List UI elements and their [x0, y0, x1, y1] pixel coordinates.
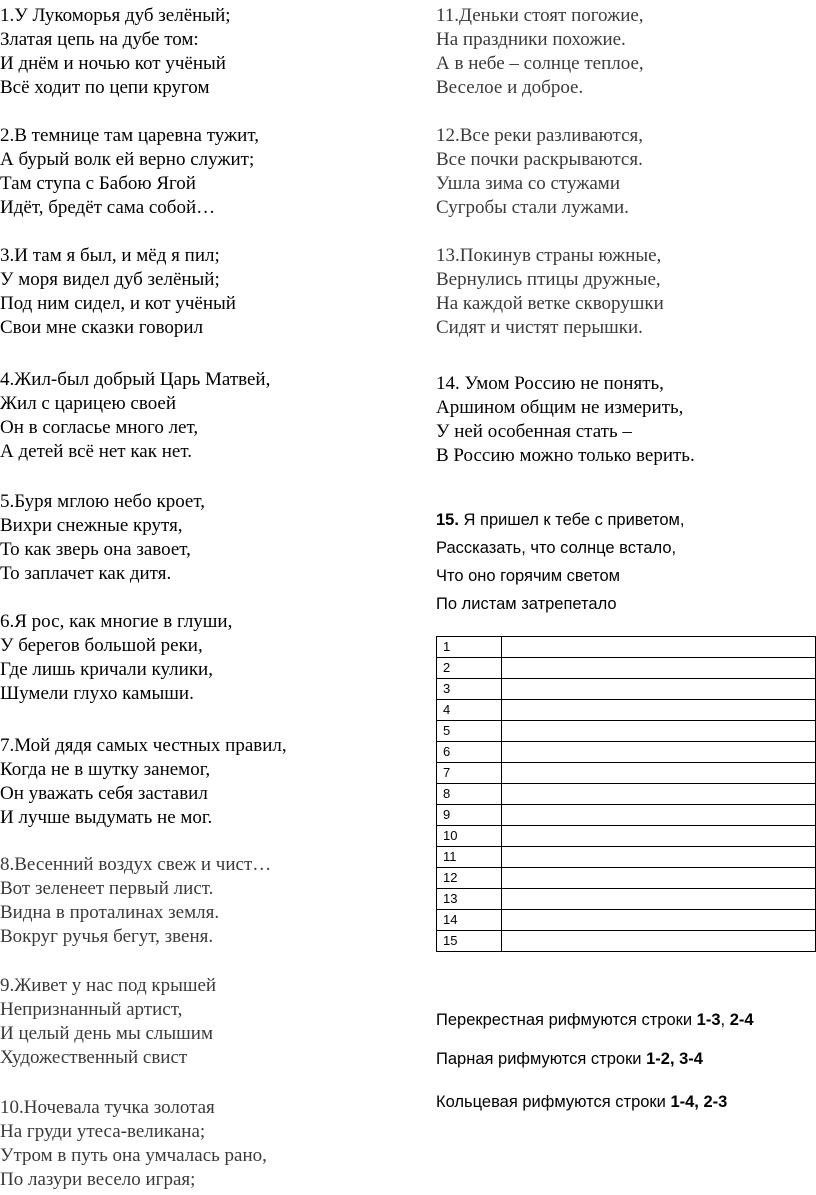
- poem-p9-line-1: 9.Живет у нас под крышей: [0, 975, 217, 996]
- poem-p5: [0, 490, 205, 586]
- table-row: [437, 805, 816, 826]
- poem-p5-line-4: То заплачет как дитя.: [0, 563, 172, 584]
- table-row: [437, 889, 816, 910]
- poem-p11-line-3: А в небе – солнце теплое,: [436, 53, 644, 74]
- poem-p10-line-1: 10.Ночевала тучка золотая: [0, 1097, 215, 1118]
- poem-p10-line-3: Утром в путь она умчалась рано,: [0, 1145, 267, 1166]
- answer-cell[interactable]: [501, 889, 815, 910]
- poem-p9-line-2: Непризнанный артист,: [0, 999, 183, 1020]
- poem-p3-line-3: Под ним сидел, и кот учёный: [0, 293, 236, 314]
- poem-p11: [436, 4, 644, 100]
- poem-p4: [0, 368, 270, 464]
- poem-15-line-3: Что оно горячим светом: [436, 567, 621, 585]
- row-number: 15: [437, 931, 502, 952]
- poem-p11-line-4: Веселое и доброе.: [436, 77, 584, 98]
- table-row: [437, 910, 816, 931]
- poem-p8-line-2: Вот зеленеет первый лист.: [0, 878, 214, 899]
- poem-p1-line-4: Всё ходит по цепи кругом: [0, 77, 210, 98]
- poem-15: [436, 511, 684, 623]
- answer-cell[interactable]: [501, 910, 815, 931]
- poem-p8-line-4: Вокруг ручья бегут, звеня.: [0, 926, 214, 947]
- poem-p2-line-3: Там ступа с Бабою Ягой: [0, 173, 196, 194]
- poem-p13-line-4: Сидят и чистят перышки.: [436, 317, 643, 338]
- rule-cross-text: Перекрестная рифмуются строки: [436, 1011, 697, 1029]
- poem-p4-line-2: Жил с царицею своей: [0, 393, 177, 414]
- poem-p11-line-2: На праздники похожие.: [436, 29, 626, 50]
- row-number: 4: [437, 700, 502, 721]
- answer-cell[interactable]: [501, 784, 815, 805]
- answer-cell[interactable]: [501, 931, 815, 952]
- poem-p6-line-2: У берегов большой реки,: [0, 635, 203, 656]
- poem-p8-line-1: 8.Весенний воздух свеж и чист…: [0, 854, 272, 875]
- poem-p12-line-3: Ушла зима со стужами: [436, 173, 620, 194]
- poem-p7-line-4: И лучше выдумать не мог.: [0, 807, 213, 828]
- rule-paired-text: Парная рифмуются строки: [436, 1050, 647, 1068]
- row-number: 10: [437, 826, 502, 847]
- poem-p2: [0, 124, 259, 220]
- poem-p7-line-3: Он уважать себя заставил: [0, 783, 208, 804]
- poem-p7-line-2: Когда не в шутку занемог,: [0, 759, 211, 780]
- answer-cell[interactable]: [501, 679, 815, 700]
- rule-ring-lines: 1-4, 2-3: [670, 1093, 728, 1111]
- poem-p14-line-1: 14. Умом Россию не понять,: [436, 373, 664, 394]
- rule-paired: [436, 1050, 703, 1069]
- rule-ring: [436, 1093, 727, 1112]
- row-number: 3: [437, 679, 502, 700]
- row-number: 8: [437, 784, 502, 805]
- poem-p6-line-3: Где лишь кричали кулики,: [0, 659, 213, 680]
- poem-p4-line-4: А детей всё нет как нет.: [0, 441, 192, 462]
- poem-p3-line-4: Свои мне сказки говорил: [0, 317, 204, 338]
- poem-p13-line-3: На каждой ветке скворушки: [436, 293, 664, 314]
- poem-p4-line-1: 4.Жил-был добрый Царь Матвей,: [0, 369, 271, 390]
- poem-p9-line-4: Художественный свист: [0, 1047, 188, 1068]
- poem-p2-line-1: 2.В темнице там царевна тужит,: [0, 125, 259, 146]
- poem-p4-line-3: Он в согласье много лет,: [0, 417, 199, 438]
- row-number: 13: [437, 889, 502, 910]
- table-row: [437, 847, 816, 868]
- poem-p5-line-3: То как зверь она завоет,: [0, 539, 191, 560]
- poem-p14-line-4: В Россию можно только верить.: [436, 445, 695, 466]
- answer-cell[interactable]: [501, 721, 815, 742]
- table-row: [437, 658, 816, 679]
- poem-p10: [0, 1096, 267, 1192]
- poem-p10-line-2: На груди утеса-великана;: [0, 1121, 206, 1142]
- poem-15-line-1: Я пришел к тебе с приветом,: [458, 511, 685, 529]
- answer-cell[interactable]: [501, 700, 815, 721]
- poem-15-line-4: По листам затрепетало: [436, 595, 617, 613]
- poem-15-number: 15.: [436, 511, 459, 529]
- poem-p7: [0, 734, 287, 830]
- row-number: 5: [437, 721, 502, 742]
- poem-p1: [0, 4, 231, 100]
- poem-p6-line-4: Шумели глухо камыши.: [0, 683, 194, 704]
- poem-p6-line-1: 6.Я рос, как многие в глуши,: [0, 611, 233, 632]
- answer-cell[interactable]: [501, 847, 815, 868]
- poem-p6: [0, 610, 232, 706]
- rule-cross: [436, 1011, 754, 1030]
- poem-p12-line-2: Все почки раскрываются.: [436, 149, 643, 170]
- poem-p14-line-3: У ней особенная стать –: [436, 421, 632, 442]
- poem-p1-line-3: И днём и ночью кот учёный: [0, 53, 226, 74]
- poem-p1-line-2: Златая цепь на дубе том:: [0, 29, 199, 50]
- row-number: 6: [437, 742, 502, 763]
- poem-p2-line-2: А бурый волк ей верно служит;: [0, 149, 255, 170]
- row-number: 9: [437, 805, 502, 826]
- rule-paired-lines: 1-2, 3-4: [646, 1050, 703, 1068]
- rule-cross-sep: ,: [720, 1011, 730, 1029]
- poem-p12-line-1: 12.Все реки разливаются,: [436, 125, 643, 146]
- answer-cell[interactable]: [501, 826, 815, 847]
- table-row: [437, 763, 816, 784]
- poem-p9: [0, 974, 216, 1070]
- poem-p7-line-1: 7.Мой дядя самых честных правил,: [0, 735, 287, 756]
- table-row: [437, 637, 816, 658]
- row-number: 12: [437, 868, 502, 889]
- table-row: [437, 700, 816, 721]
- poem-p14-line-2: Аршином общим не измерить,: [436, 397, 684, 418]
- row-number: 11: [437, 847, 502, 868]
- row-number: 2: [437, 658, 502, 679]
- answer-cell[interactable]: [501, 868, 815, 889]
- table-row: [437, 742, 816, 763]
- poem-p13-line-2: Вернулись птицы дружные,: [436, 269, 661, 290]
- poem-p11-line-1: 11.Деньки стоят погожие,: [436, 5, 644, 26]
- table-row: [437, 679, 816, 700]
- poem-p3-line-1: 3.И там я был, и мёд я пил;: [0, 245, 220, 266]
- answer-table: [436, 636, 816, 952]
- row-number: 7: [437, 763, 502, 784]
- poem-15-line-2: Рассказать, что солнце встало,: [436, 539, 677, 557]
- answer-cell[interactable]: [501, 805, 815, 826]
- poem-p3: [0, 244, 236, 340]
- poem-p14: [436, 372, 695, 468]
- poem-p12-line-4: Сугробы стали лужами.: [436, 197, 629, 218]
- poem-p12: [436, 124, 643, 220]
- poem-p13: [436, 244, 664, 340]
- row-number: 1: [437, 637, 502, 658]
- poem-p5-line-2: Вихри снежные крутя,: [0, 515, 183, 536]
- answer-cell[interactable]: [501, 742, 815, 763]
- poem-p8-line-3: Видна в проталинах земля.: [0, 902, 220, 923]
- poem-p5-line-1: 5.Буря мглою небо кроет,: [0, 491, 205, 512]
- rule-ring-text: Кольцевая рифмуются строки: [436, 1093, 671, 1111]
- answer-cell[interactable]: [501, 637, 815, 658]
- poem-p10-line-4: По лазури весело играя;: [0, 1169, 196, 1190]
- table-row: [437, 868, 816, 889]
- table-row: [437, 931, 816, 952]
- poem-p13-line-1: 13.Покинув страны южные,: [436, 245, 662, 266]
- answer-cell[interactable]: [501, 658, 815, 679]
- poem-p8: [0, 853, 271, 949]
- poem-p2-line-4: Идёт, бредёт сама собой…: [0, 197, 216, 218]
- rule-cross-lines-a: 1-3: [696, 1011, 721, 1029]
- table-row: [437, 826, 816, 847]
- table-row: [437, 721, 816, 742]
- poem-p1-line-1: 1.У Лукоморья дуб зелёный;: [0, 5, 231, 26]
- poem-p3-line-2: У моря видел дуб зелёный;: [0, 269, 220, 290]
- poem-p9-line-3: И целый день мы слышим: [0, 1023, 213, 1044]
- table-row: [437, 784, 816, 805]
- answer-cell[interactable]: [501, 763, 815, 784]
- rule-cross-lines-b: 2-4: [729, 1011, 754, 1029]
- row-number: 14: [437, 910, 502, 931]
